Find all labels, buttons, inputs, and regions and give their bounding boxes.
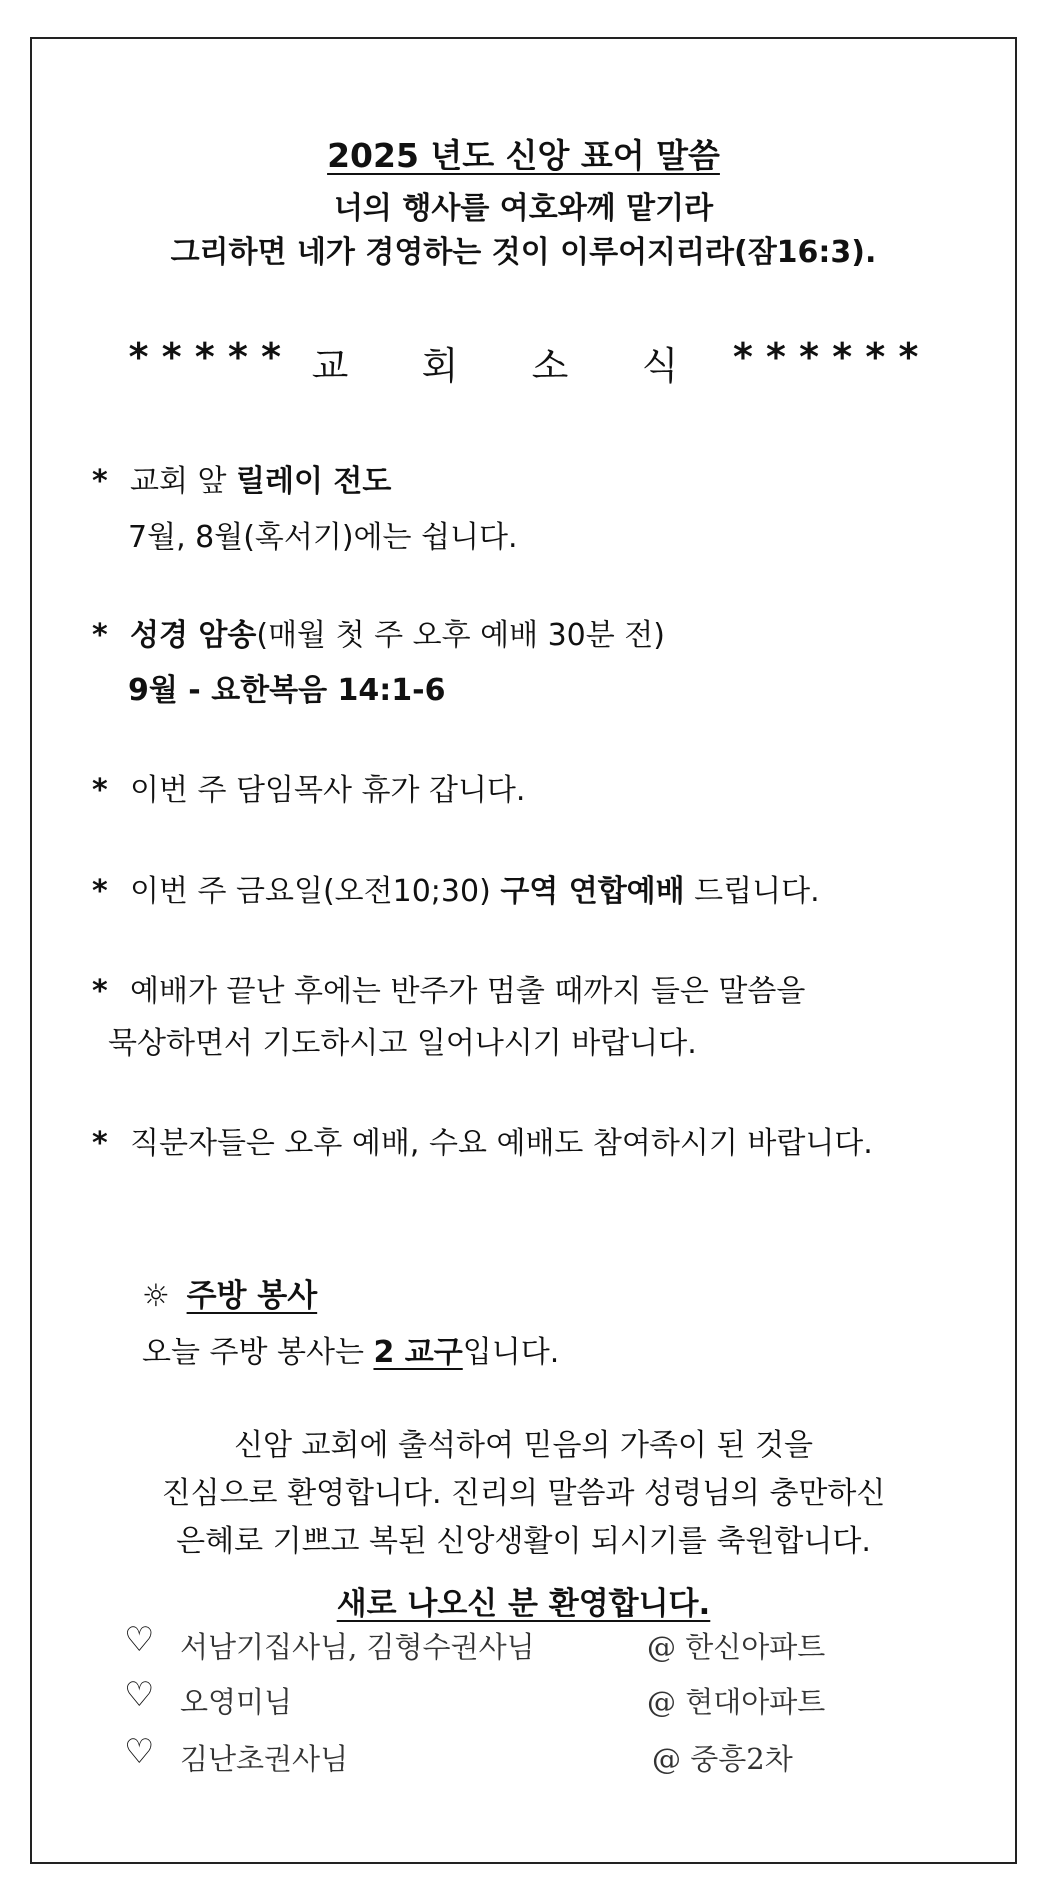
news-item — [92, 866, 820, 910]
item-text: 이번 주 금요일(오전10;30) — [130, 874, 501, 909]
bullet-star: * — [92, 1126, 108, 1161]
news-item — [92, 966, 805, 1010]
newcomer-name: 서남기집사님, 김형수권사님 — [180, 1630, 535, 1664]
newcomer-place: @ 중흥2차 — [652, 1742, 793, 1776]
sun-icon: ☼ — [142, 1278, 170, 1314]
item-text: 예배가 끝난 후에는 반주가 멈출 때까지 들은 말씀을 — [130, 974, 806, 1009]
kitchen-text: 입니다. — [462, 1335, 560, 1370]
heart-icon: ♡ — [124, 1620, 155, 1660]
item-text: 드립니다. — [684, 874, 820, 909]
welcome-line: 진심으로 환영합니다. 진리의 말씀과 성령님의 충만하신 — [161, 1476, 886, 1511]
news-item — [92, 456, 391, 500]
bullet-star: * — [92, 974, 108, 1009]
item-bold-text: 구역 연합예배 — [500, 874, 685, 909]
news-item-line2: 7월, 8월(혹서기)에는 쉽니다. — [128, 520, 518, 555]
bullet-star: * — [92, 773, 108, 808]
heading-char: 교 — [311, 344, 349, 388]
news-item-line2: 9월 - 요한복음 14:1-6 — [128, 673, 446, 708]
motto-title: 2025 년도 신앙 표어 말씀 — [327, 136, 720, 175]
bullet-star: * — [92, 874, 108, 909]
item-text: 교회 앞 — [130, 464, 237, 499]
heading-char: 식 — [641, 344, 679, 388]
newcomer-place: @ 한신아파트 — [647, 1630, 826, 1664]
heading-char: 회 — [421, 344, 459, 388]
item-bold-text: 성경 암송 — [130, 618, 257, 653]
heading-stars-left: * * * * * — [128, 335, 281, 379]
item-bold-text: 릴레이 전도 — [236, 464, 392, 499]
news-item — [92, 610, 665, 654]
newcomer-place: @ 현대아파트 — [647, 1685, 826, 1719]
item-text: 직분자들은 오후 예배, 수요 예배도 참여하시기 바랍니다. — [130, 1126, 873, 1161]
kitchen-text: 오늘 주방 봉사는 — [142, 1335, 374, 1370]
newcomer-name: 오영미님 — [180, 1685, 293, 1719]
kitchen-group: 2 교구 — [373, 1335, 463, 1370]
welcome-line: 은혜로 기쁘고 복된 신앙생활이 되시기를 축원합니다. — [176, 1524, 871, 1559]
item-text: (매월 첫 주 오후 예배 30분 전) — [256, 618, 665, 653]
news-item-line2: 묵상하면서 기도하시고 일어나시기 바랍니다. — [108, 1026, 697, 1061]
news-item — [92, 765, 525, 809]
heading-char: 소 — [531, 344, 569, 388]
news-item — [92, 1118, 873, 1162]
bullet-star: * — [92, 618, 108, 653]
bullet-star: * — [92, 464, 108, 499]
newcomer-name: 김난초권사님 — [180, 1742, 349, 1776]
motto-verse-line-2: 그리하면 네가 경영하는 것이 이루어지리라(잠16:3). — [170, 235, 877, 270]
newcomers-title: 새로 나오신 분 환영합니다. — [336, 1586, 711, 1622]
kitchen-service-heading — [142, 1270, 317, 1315]
heart-icon: ♡ — [124, 1732, 155, 1772]
item-text: 이번 주 담임목사 휴가 갑니다. — [130, 773, 526, 808]
kitchen-title: 주방 봉사 — [186, 1278, 318, 1314]
motto-verse-line-1: 너의 행사를 여호와께 맡기라 — [333, 191, 714, 226]
kitchen-service-text — [142, 1327, 559, 1371]
welcome-line: 신암 교회에 출석하여 믿음의 가족이 된 것을 — [234, 1428, 813, 1463]
heading-stars-right: * * * * * * — [732, 335, 919, 379]
church-news-heading — [0, 335, 1047, 390]
heart-icon: ♡ — [124, 1675, 155, 1715]
